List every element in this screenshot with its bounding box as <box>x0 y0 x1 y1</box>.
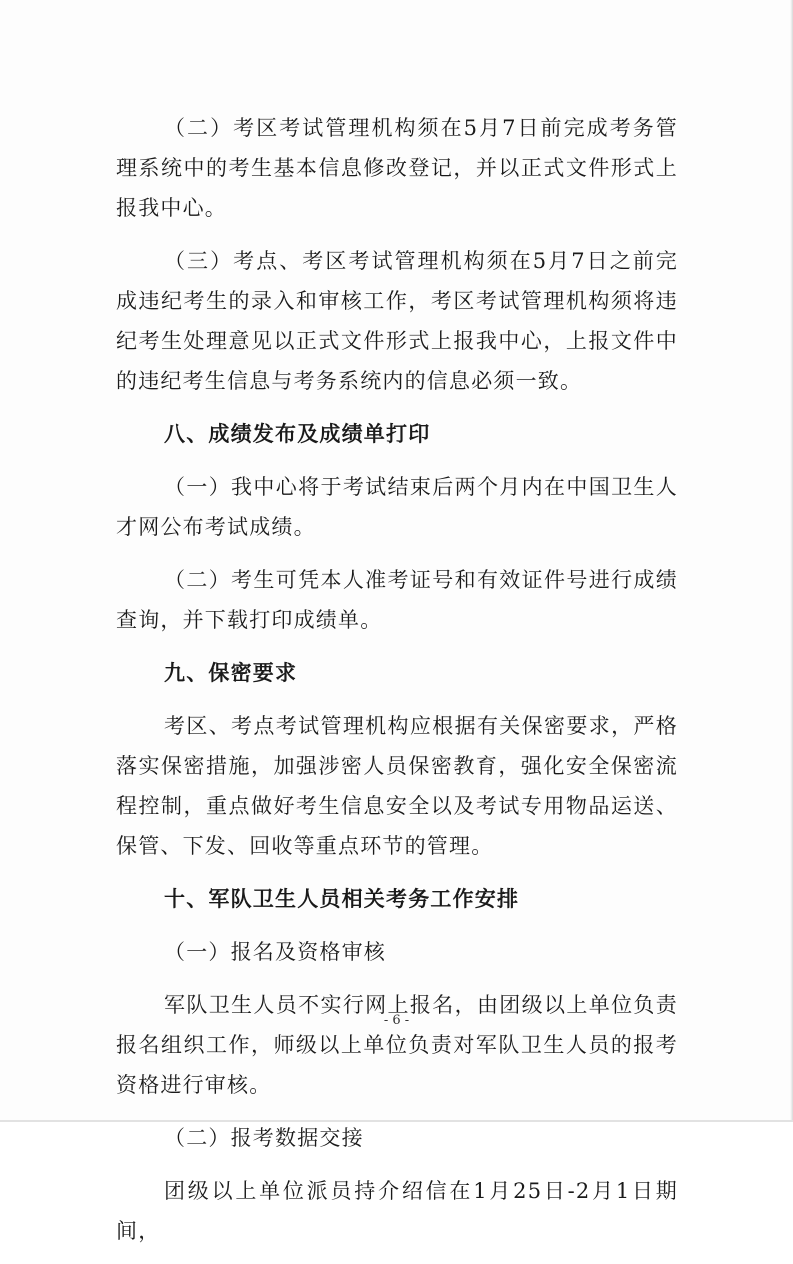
subheading-data-handover: （二）报考数据交接 <box>164 1126 364 1150</box>
paragraph-military-registration: 军队卫生人员不实行网上报名，由团级以上单位负责报名组织工作，师级以上单位负责对军队卫生人员的报考资格进行审核。 <box>116 993 678 1097</box>
document-body <box>116 108 678 1264</box>
paragraph-confidentiality: 考区、考点考试管理机构应根据有关保密要求，严格落实保密措施，加强涉密人员保密教育，强化安全保密流程控制，重点做好考生信息安全以及考试专用物品运送、保管、下发、回收等重点环节的管理。 <box>116 714 678 858</box>
section-heading-confidentiality: 九、保密要求 <box>164 661 298 685</box>
section-heading-military: 十、军队卫生人员相关考务工作安排 <box>164 887 520 911</box>
paragraph-data-handover: 团级以上单位派员持介绍信在1月25日-2月1日期间， <box>116 1179 678 1243</box>
paragraph-score-query: （二）考生可凭本人准考证号和有效证件号进行成绩查询，并下载打印成绩单。 <box>116 568 678 632</box>
scan-edge-bottom <box>0 1120 793 1122</box>
subheading-registration: （一）报名及资格审核 <box>164 940 386 964</box>
page-number: - 6 - <box>383 1013 410 1028</box>
paragraph-violation-records: （三）考点、考区考试管理机构须在5月7日之前完成违纪考生的录入和审核工作，考区考试管理机构须将违纪考生处理意见以正式文件形式上报我中心，上报文件中的违纪考生信息与考务系统内的信息必须一致。 <box>116 249 678 393</box>
section-heading-scores: 八、成绩发布及成绩单打印 <box>164 422 431 446</box>
paragraph-exam-area-info-update: （二）考区考试管理机构须在5月7日前完成考务管理系统中的考生基本信息修改登记，并以正式文件形式上报我中心。 <box>116 116 678 220</box>
paragraph-score-publication: （一）我中心将于考试结束后两个月内在中国卫生人才网公布考试成绩。 <box>116 475 678 539</box>
